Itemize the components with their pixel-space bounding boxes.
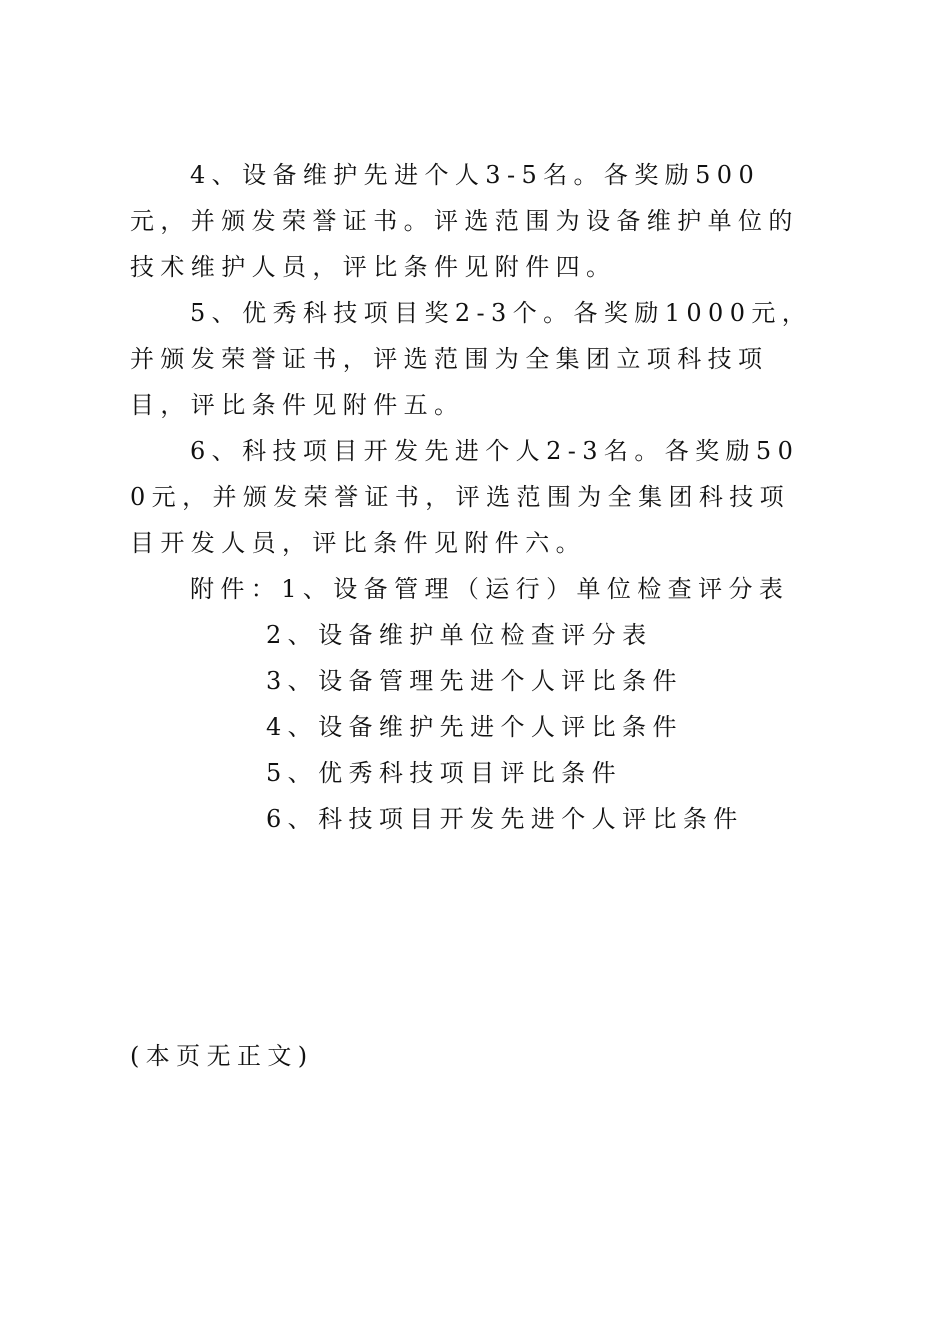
- no-body-text-note: (本页无正文): [130, 1042, 314, 1070]
- document-body: [130, 152, 820, 842]
- attachment-item-5: 5、优秀科技项目评比条件: [266, 759, 623, 787]
- attachment-item-6: 6、科技项目开发先进个人评比条件: [266, 805, 744, 833]
- paragraph-item-5: 5、优秀科技项目奖2-3个。各奖励1000元，并颁发荣誉证书，评选范围为全集团立项科技项目，评比条件见附件五。: [130, 299, 813, 419]
- attachment-item-4: 4、设备维护先进个人评比条件: [266, 713, 683, 741]
- attachment-item-3: 3、设备管理先进个人评比条件: [266, 667, 683, 695]
- attachment-item-2: 2、设备维护单位检查评分表: [266, 621, 653, 649]
- paragraph-item-6: 6、科技项目开发先进个人2-3名。各奖励500元，并颁发荣誉证书，评选范围为全集团科技项目开发人员，评比条件见附件六。: [130, 437, 800, 557]
- attachments-list: [130, 566, 820, 842]
- attachments-heading: 附件：1、设备管理（运行）单位检查评分表: [190, 575, 790, 603]
- paragraph-item-4: 4、设备维护先进个人3-5名。各奖励500元，并颁发荣誉证书。评选范围为设备维护单位的技术维护人员，评比条件见附件四。: [130, 161, 799, 281]
